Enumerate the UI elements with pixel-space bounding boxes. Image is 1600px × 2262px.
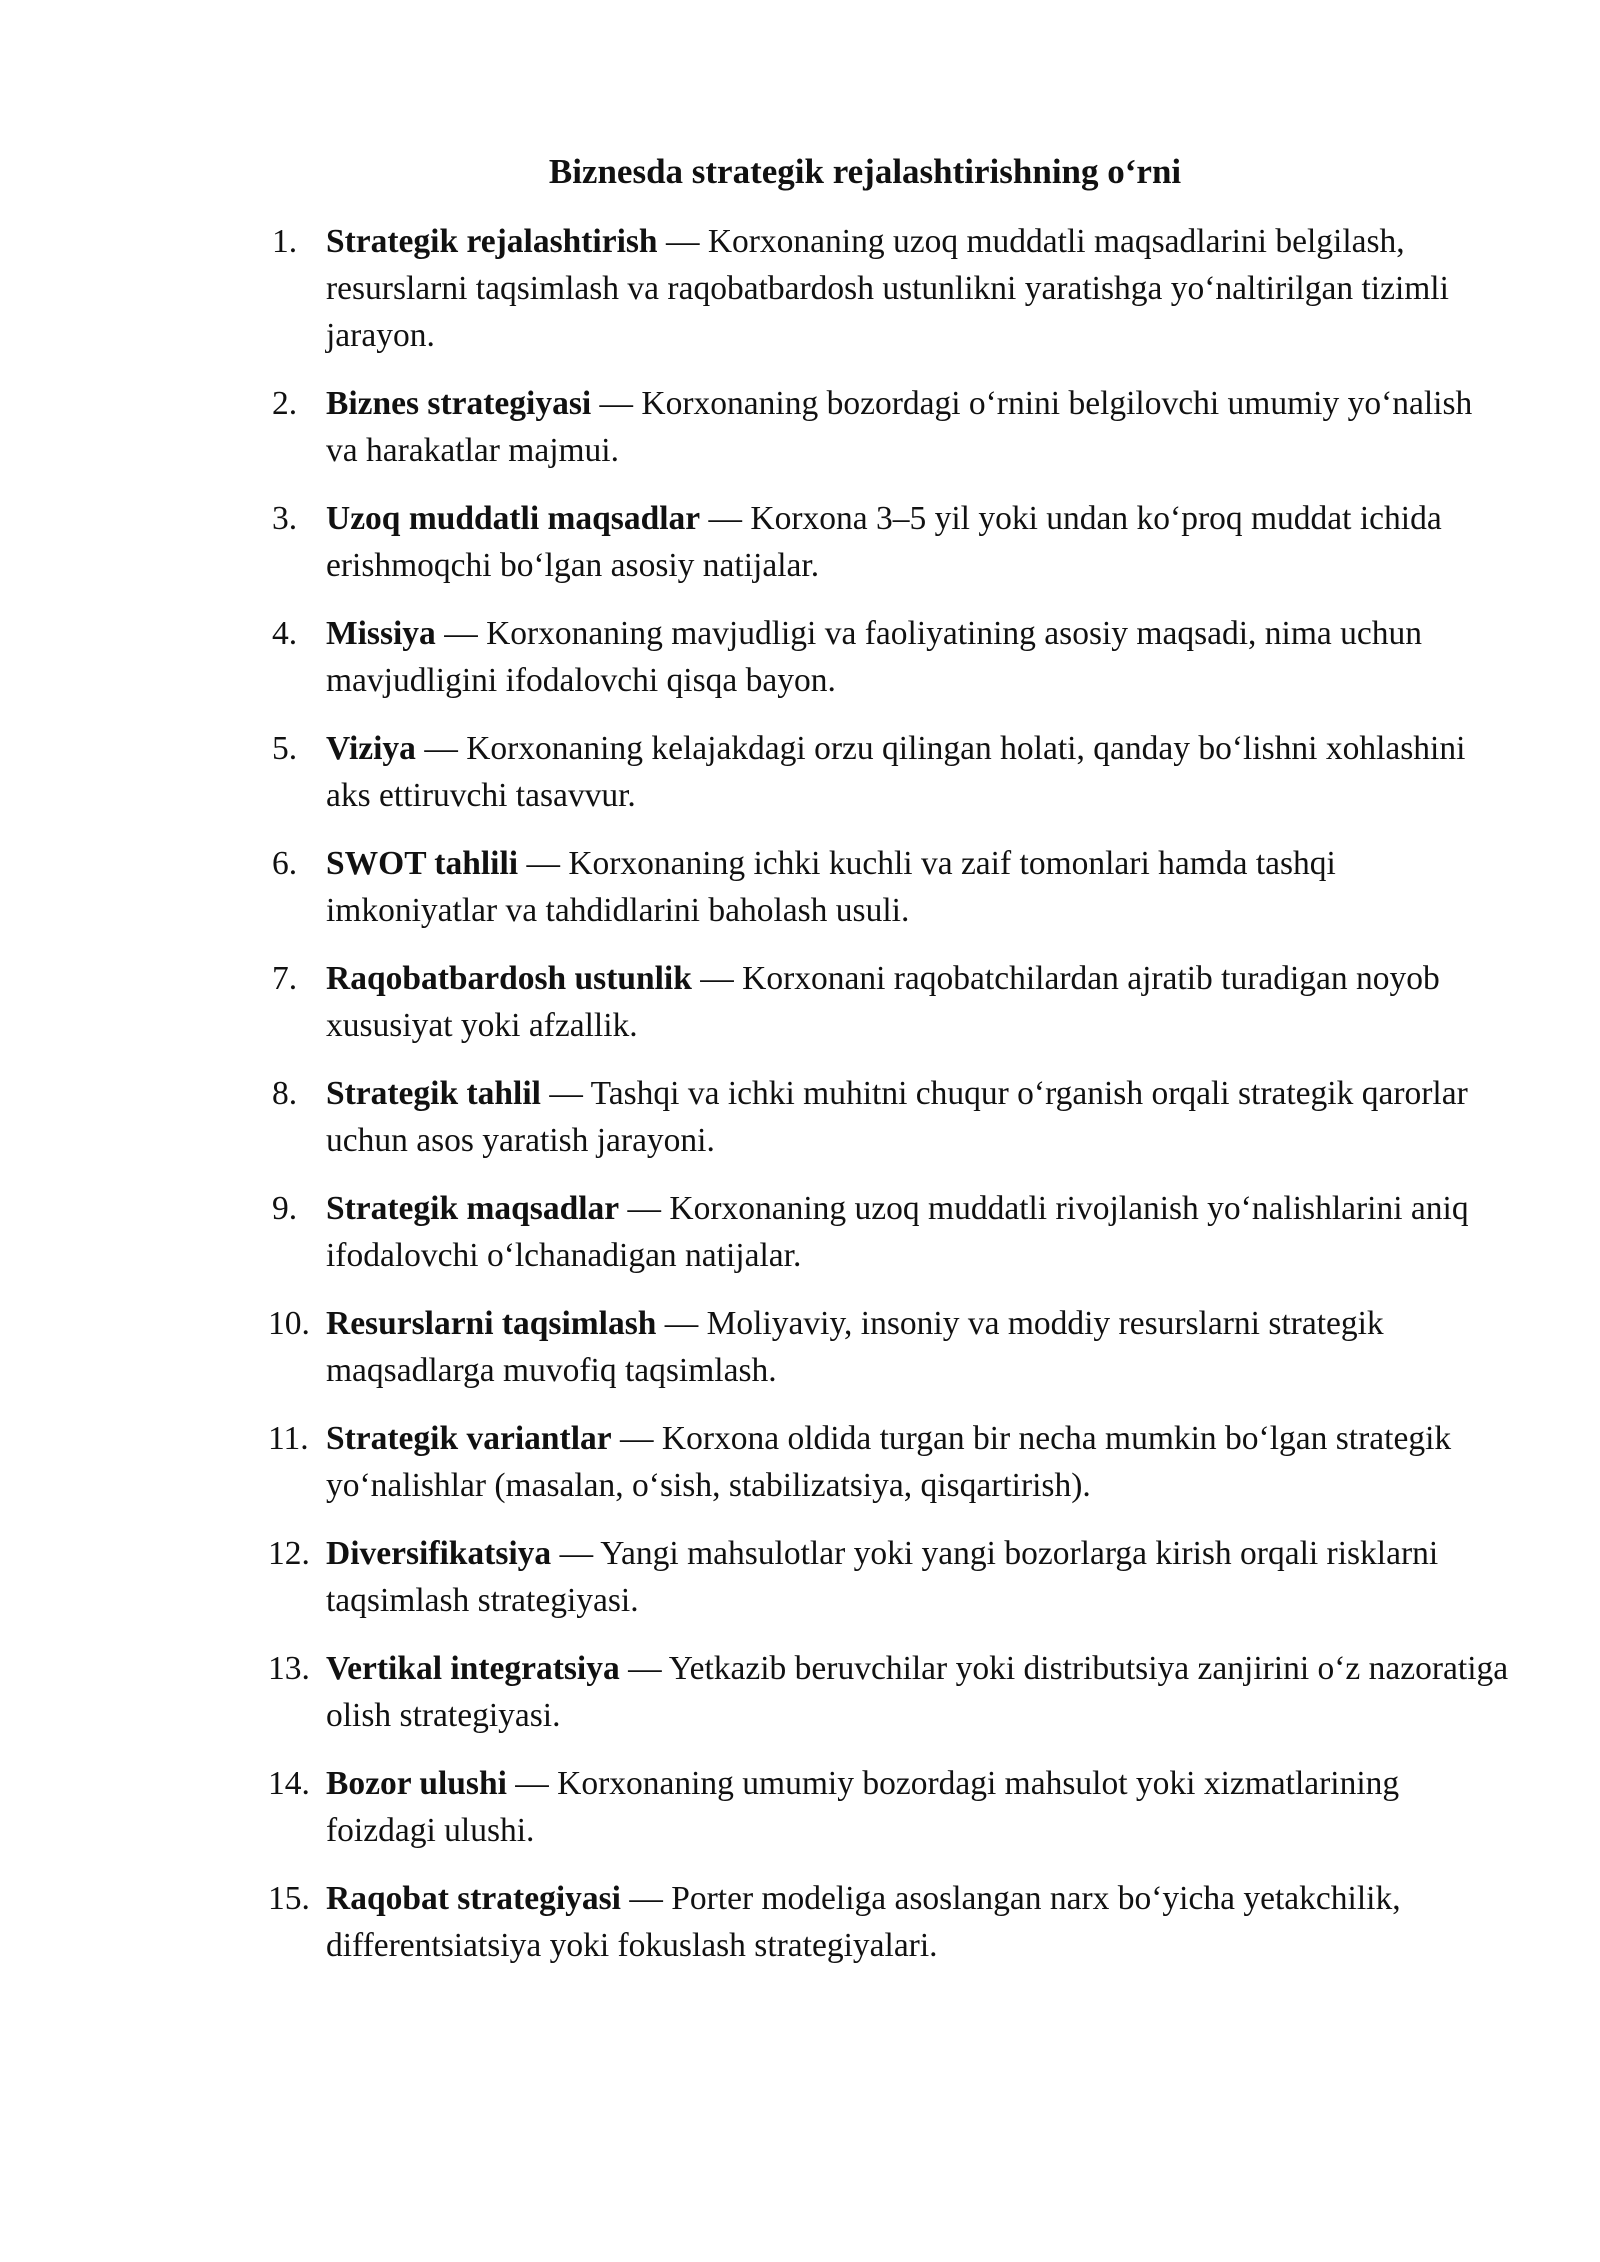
term-item [268, 1530, 1512, 1624]
term-name: Missiya [326, 615, 436, 652]
term-separator: — [551, 1535, 601, 1572]
term-definition: Korxona 3–5 yil yoki undan ko‘proq muddat ichida erishmoqchi bo‘lgan asosiy natijalar. [326, 500, 1442, 584]
term-number: 2. [272, 385, 298, 422]
term-definition: Korxonaning bozordagi o‘rnini belgilovchi umumiy yo‘nalish va harakatlar majmui. [326, 385, 1473, 469]
term-item [268, 1300, 1512, 1394]
term-separator: — [619, 1650, 669, 1687]
term-item [272, 495, 1512, 589]
term-definition: Korxona oldida turgan bir necha mumkin bo‘lgan strategik yo‘nalishlar (masalan, o‘sish, stabilizatsiya, qisqartirish). [326, 1420, 1452, 1504]
term-item [268, 1760, 1512, 1854]
term-number: 7. [272, 960, 298, 997]
term-number: 11. [268, 1420, 309, 1457]
term-separator: — [657, 223, 708, 260]
term-number: 3. [272, 500, 298, 537]
term-number: 12. [268, 1535, 310, 1572]
term-name: Vertikal integratsiya [326, 1650, 620, 1687]
term-item [272, 955, 1512, 1049]
term-item [268, 1875, 1512, 1969]
term-name: Biznes strategiyasi [326, 385, 592, 422]
term-definition: Korxonaning umumiy bozordagi mahsulot yoki xizmatlarining foizdagi ulushi. [326, 1765, 1400, 1849]
term-number: 1. [272, 223, 298, 260]
term-separator: — [518, 845, 569, 882]
term-definition: Porter modeliga asoslangan narx bo‘yicha yetakchilik, differentsiatsiya yoki fokuslash strategiyalari. [326, 1880, 1401, 1964]
term-item [272, 1070, 1512, 1164]
term-item [268, 1645, 1512, 1739]
term-number: 6. [272, 845, 298, 882]
term-name: Strategik tahlil [326, 1075, 541, 1112]
term-name: Raqobat strategiyasi [326, 1880, 621, 1917]
term-separator: — [415, 730, 467, 767]
term-item [272, 725, 1512, 819]
term-name: Resurslarni taqsimlash [326, 1305, 657, 1342]
term-number: 4. [272, 615, 298, 652]
term-separator: — [656, 1305, 707, 1342]
term-item [268, 1415, 1512, 1509]
term-definition: Tashqi va ichki muhitni chuqur o‘rganish orqali strategik qarorlar uchun asos yaratish jarayoni. [326, 1075, 1468, 1159]
term-item [272, 610, 1512, 704]
term-definition: Korxonaning ichki kuchli va zaif tomonlari hamda tashqi imkoniyatlar va tahdidlarini baholash usuli. [326, 845, 1336, 929]
term-name: Viziya [326, 730, 416, 767]
term-item [272, 1185, 1512, 1279]
term-separator: — [700, 500, 751, 537]
term-definition: Korxonaning uzoq muddatli rivojlanish yo‘nalishlarini aniq ifodalovchi o‘lchanadigan natijalar. [326, 1190, 1469, 1274]
term-definition: Moliyaviy, insoniy va moddiy resurslarni strategik maqsadlarga muvofiq taqsimlash. [326, 1305, 1384, 1389]
term-number: 5. [272, 730, 298, 767]
term-item [272, 380, 1512, 474]
term-number: 14. [268, 1765, 310, 1802]
term-name: Strategik rejalashtirish [326, 223, 658, 260]
term-item [272, 840, 1512, 934]
term-name: Strategik maqsadlar [326, 1190, 620, 1227]
term-separator: — [619, 1190, 670, 1227]
term-number: 10. [268, 1305, 310, 1342]
term-definition: Korxonaning mavjudligi va faoliyatining asosiy maqsadi, nima uchun mavjudligini ifodalovchi qisqa bayon. [326, 615, 1423, 699]
term-number: 15. [268, 1880, 310, 1917]
term-definition: Yangi mahsulotlar yoki yangi bozorlarga kirish orqali risklarni taqsimlash strategiyasi. [326, 1535, 1439, 1619]
term-number: 9. [272, 1190, 298, 1227]
term-separator: — [620, 1880, 672, 1917]
term-separator: — [691, 960, 743, 997]
document-title: Biznesda strategik rejalashtirishning o‘rni [548, 152, 1182, 191]
term-number: 8. [272, 1075, 298, 1112]
term-definition: Korxonani raqobatchilardan ajratib turadigan noyob xususiyat yoki afzallik. [326, 960, 1440, 1044]
term-name: Bozor ulushi [326, 1765, 507, 1802]
term-separator: — [540, 1075, 591, 1112]
term-definition: Yetkazib beruvchilar yoki distributsiya zanjirini o‘z nazoratiga olish strategiyasi. [326, 1650, 1509, 1734]
term-definition: Korxonaning uzoq muddatli maqsadlarini belgilash, resurslarni taqsimlash va raqobatbardosh ustunlikni yaratishga yo‘naltirilgan tizimli jarayon. [326, 223, 1449, 354]
term-name: SWOT tahlili [326, 845, 519, 882]
term-number: 13. [268, 1650, 310, 1687]
term-name: Diversifikatsiya [326, 1535, 552, 1572]
term-list [268, 218, 1512, 1990]
term-item [272, 218, 1512, 359]
term-name: Strategik variantlar [326, 1420, 612, 1457]
term-separator: — [611, 1420, 662, 1457]
term-separator: — [435, 615, 487, 652]
term-name: Raqobatbardosh ustunlik [326, 960, 692, 997]
term-name: Uzoq muddatli maqsadlar [326, 500, 701, 537]
term-separator: — [591, 385, 642, 422]
term-definition: Korxonaning kelajakdagi orzu qilingan holati, qanday bo‘lishni xohlashini aks ettiruvchi tasavvur. [326, 730, 1466, 814]
term-separator: — [506, 1765, 558, 1802]
